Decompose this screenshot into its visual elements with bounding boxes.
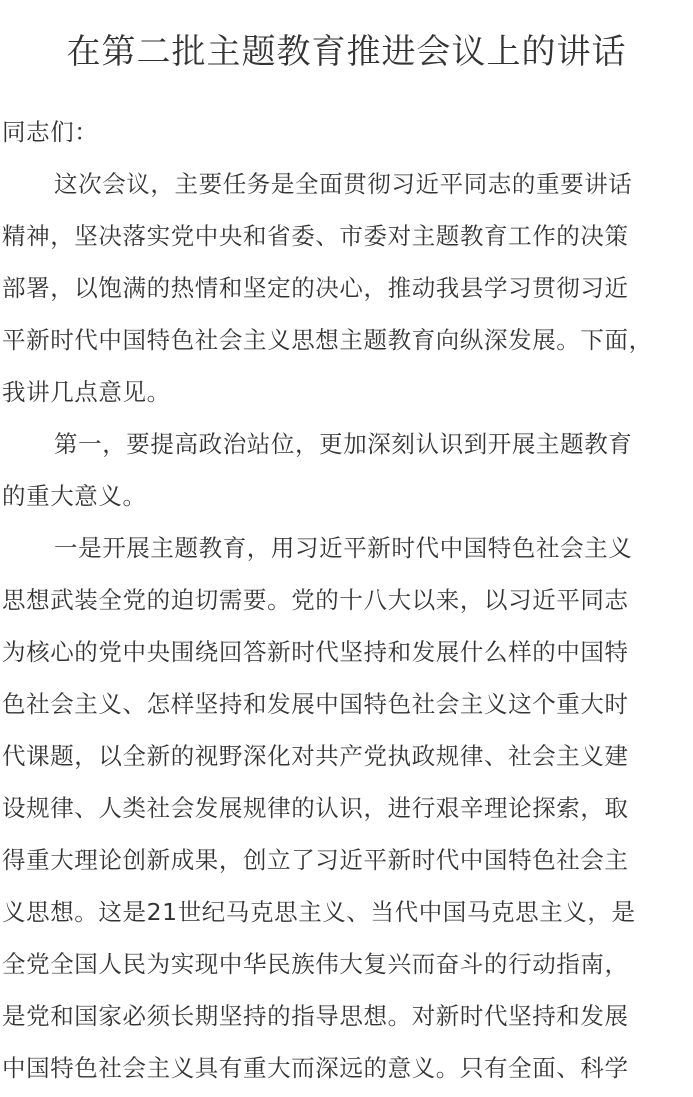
salutation-line: 同志们： bbox=[2, 118, 99, 146]
paragraph-2-line-7: 得重大理论创新成果，创立了习近平新时代中国特色社会主 bbox=[2, 846, 629, 874]
paragraph-2-line-3: 为核心的党中央围绕回答新时代坚持和发展什么样的中国特 bbox=[2, 638, 629, 666]
paragraph-2-line-8: 义思想。这是21世纪马克思主义、当代中国马克思主义，是 bbox=[2, 898, 636, 926]
paragraph-2-line-11: 中国特色社会主义具有重大而深远的意义。只有全面、科学 bbox=[2, 1054, 629, 1082]
paragraph-1-line-4: 平新时代中国特色社会主义思想主题教育向纵深发展。下面， bbox=[2, 326, 653, 354]
paragraph-2-line-4: 色社会主义、怎样坚持和发展中国特色社会主义这个重大时 bbox=[2, 690, 629, 718]
heading-1-line-1: 第一，要提高政治站位，更加深刻认识到开展主题教育 bbox=[54, 430, 633, 458]
paragraph-1-line-3: 部署，以饱满的热情和坚定的决心，推动我县学习贯彻习近 bbox=[2, 274, 629, 302]
paragraph-1-line-2: 精神，坚决落实党中央和省委、市委对主题教育工作的决策 bbox=[2, 222, 629, 250]
document-body bbox=[2, 106, 693, 1094]
paragraph-1-line-5: 我讲几点意见。 bbox=[2, 378, 171, 406]
paragraph-2-line-10: 是党和国家必须长期坚持的指导思想。对新时代坚持和发展 bbox=[2, 1002, 629, 1030]
paragraph-1-line-1: 这次会议，主要任务是全面贯彻习近平同志的重要讲话 bbox=[54, 170, 633, 198]
paragraph-2-line-2: 思想武装全党的迫切需要。党的十八大以来，以习近平同志 bbox=[2, 586, 629, 614]
paragraph-2-line-9: 全党全国人民为实现中华民族伟大复兴而奋斗的行动指南， bbox=[2, 950, 629, 978]
paragraph-2-line-1: 一是开展主题教育，用习近平新时代中国特色社会主义 bbox=[54, 534, 633, 562]
heading-1-line-2: 的重大意义。 bbox=[2, 482, 147, 510]
paragraph-2-line-6: 设规律、人类社会发展规律的认识，进行艰辛理论探索，取 bbox=[2, 794, 629, 822]
paragraph-2-line-5: 代课题，以全新的视野深化对共产党执政规律、社会主义建 bbox=[2, 742, 629, 770]
document-title: 在第二批主题教育推进会议上的讲话 bbox=[66, 32, 627, 72]
